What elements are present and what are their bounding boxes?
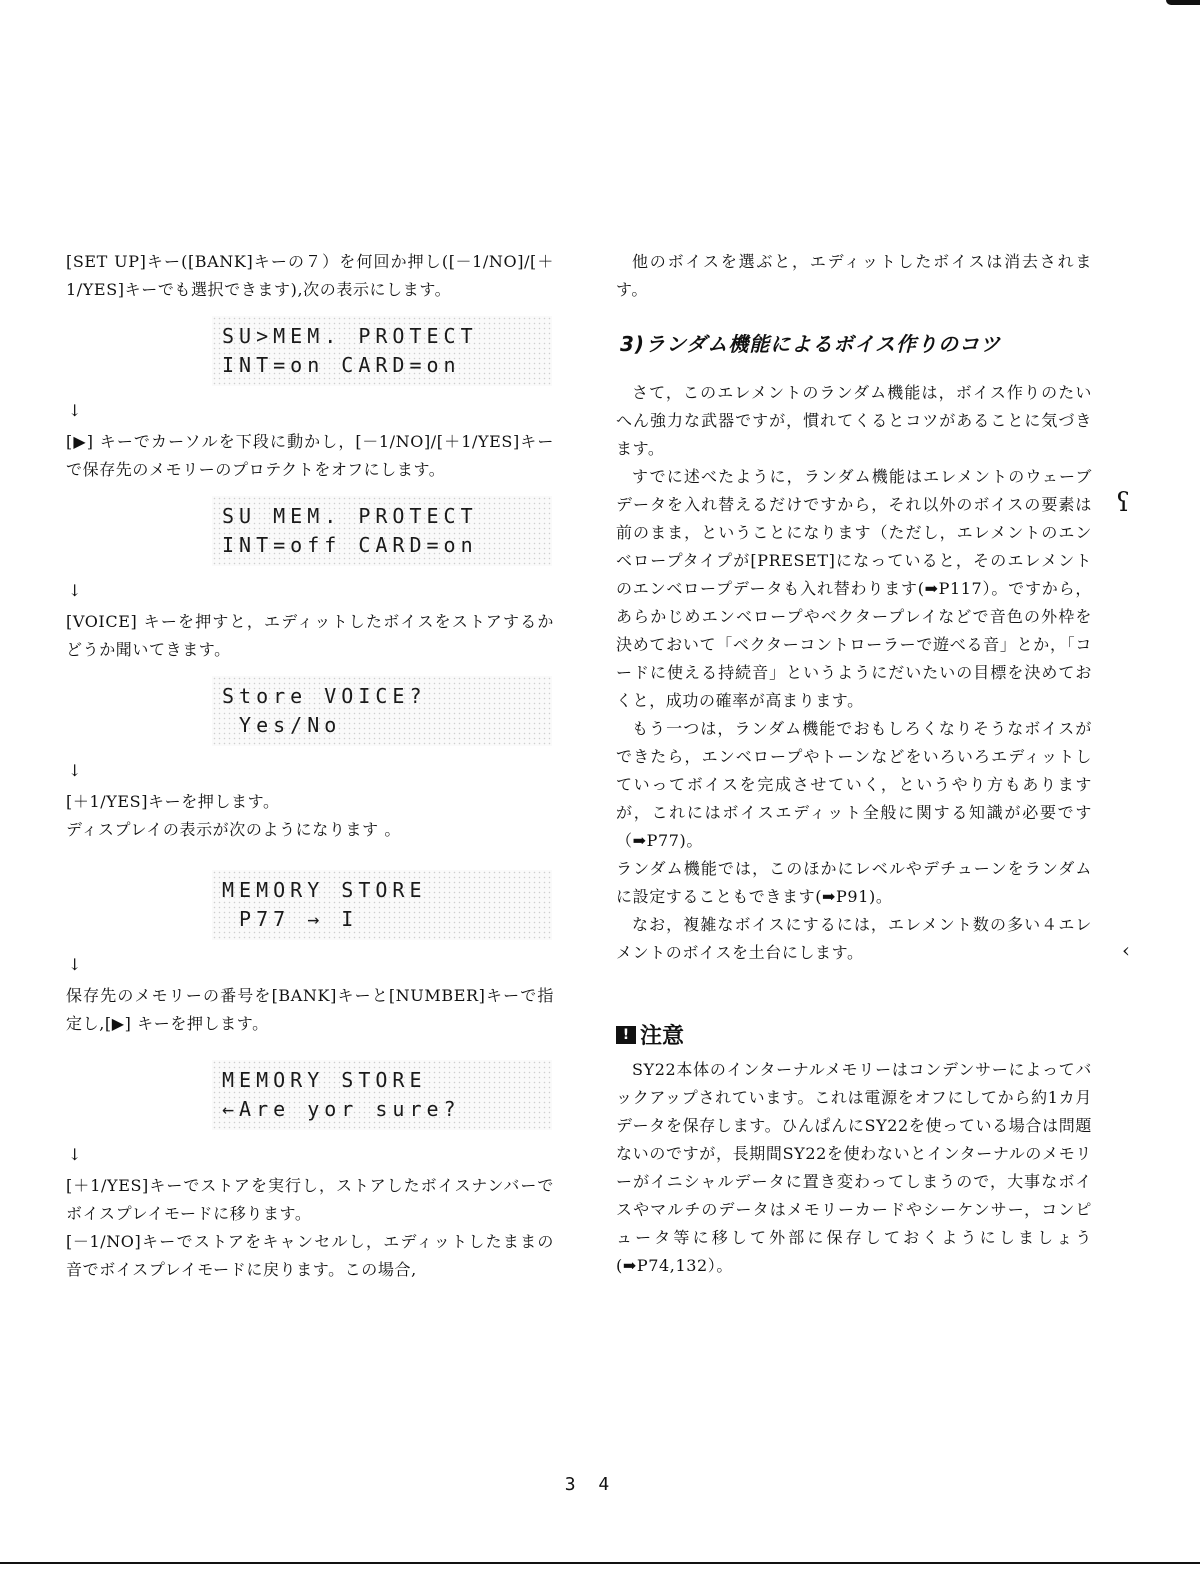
note-body: SY22本体のインターナルメモリーはコンデンサーによってバックアップされています。これは電源をオフにしてから約1カ月 データを保存します。ひんぱんにSY22を使っている場合は問題ないのですが，長期間SY22を使わないとインターナルのメモリーがイニシャルデータに置き変わってしまうので，大事なボイスやマルチのデータはメモリーカードやシーケンサー，コンピュータ等に移して外部に保存しておくようにしましょう(➡P74,132）。 xyxy=(616,1060,1092,1275)
lcd-display-memory-store xyxy=(212,870,552,940)
lcd-line: MEMORY STORE xyxy=(222,1068,427,1092)
lcd-line: P77 → I xyxy=(222,907,359,931)
margin-scribble-mark: ‹ xyxy=(1122,938,1130,962)
warning-icon: ! xyxy=(616,1026,636,1044)
lcd-line: MEMORY STORE xyxy=(222,878,427,902)
cursor-instruction: [▶] キーでカーソルを下段に動かし，[－1/NO]/[＋1/YES]キーで保存先のメモリーのプロテクトをオフにします。 xyxy=(66,432,554,479)
voice-key-instruction: [VOICE] キーを押すと，エディットしたボイスをストアするかどうか聞いてきます。 xyxy=(66,612,554,659)
right-column xyxy=(616,248,1092,1280)
corner-scan-mark xyxy=(1166,0,1200,5)
store-execute-text: [＋1/YES]キーでストアを実行し，ストアしたボイスナンバーでボイスプレイモードに移ります。 xyxy=(66,1176,554,1223)
lcd-line: ←Are yor sure? xyxy=(222,1097,461,1121)
lcd-line: SU MEM. PROTECT xyxy=(222,504,478,528)
note-heading xyxy=(616,1019,1092,1050)
lcd-display-protect-off xyxy=(212,496,552,566)
bottom-rule xyxy=(0,1562,1200,1564)
step-arrow: ↓ xyxy=(68,955,82,974)
random-edit-paragraph: もう一つは，ランダム機能でおもしろくなりそうなボイスができたら，エンベロープやトーンなどをいろいろエディットしていってボイスを完成させていく，というやり方もありますが，これにはボイスエディット全般に関する知識が必要です（➡P77)。 xyxy=(616,719,1092,850)
store-cancel-text: [－1/NO]キーでストアをキャンセルし，エディットしたままの音でボイスプレイモードに戻ります。この場合, xyxy=(66,1232,554,1279)
page-number: 3 4 xyxy=(564,1474,616,1495)
lcd-line: INT=off CARD=on xyxy=(222,533,478,557)
lcd-line: INT=on CARD=on xyxy=(222,353,461,377)
lcd-line: Yes/No xyxy=(222,713,342,737)
step-arrow: ↓ xyxy=(68,401,82,420)
lcd-display-store-voice xyxy=(212,676,552,746)
random-base-paragraph: なお，複雑なボイスにするには，エレメント数の多い４エレメントのボイスを土台にします。 xyxy=(616,915,1092,962)
lcd-line: Store VOICE? xyxy=(222,684,427,708)
display-change-note: ディスプレイの表示が次のようになります 。 xyxy=(66,820,401,839)
margin-scribble-mark: ʕ xyxy=(1116,488,1130,518)
setup-instruction: [SET UP]キー([BANK]キーの７）を何回か押し([－1/NO]/[＋1/YES]キーでも選択できます),次の表示にします。 xyxy=(66,252,554,299)
memory-number-instruction: 保存先のメモリーの番号を[BANK]キーと[NUMBER]キーで指定し,[▶] キーを押します。 xyxy=(66,986,554,1033)
random-wave-paragraph: すでに述べたように，ランダム機能はエレメントのウェーブデータを入れ替えるだけですから，それ以外のボイスの要素は前のまま，ということになります（ただし，エレメントのエンベロープタイプが[PRESET]になっていると，そのエレメントのエンベロープデータも入れ替わります(➡P117）。ですから，あらかじめエンベロープやベクタープレイなどで音色の外枠を決めておいて「ベクターコントローラーで遊べる音」とか，「コードに使える持続音」というようにだいたいの目標を決めておくと，成功の確率が高まります。 xyxy=(616,467,1092,710)
random-intro-paragraph: さて，このエレメントのランダム機能は，ボイス作りのたいへん強力な武器ですが，慣れてくるとコツがあることに気づきます。 xyxy=(616,383,1092,458)
left-column xyxy=(66,248,554,1284)
step-arrow: ↓ xyxy=(68,761,82,780)
step-arrow: ↓ xyxy=(68,1145,82,1164)
erase-warning: 他のボイスを選ぶと，エディットしたボイスは消去されます。 xyxy=(616,252,1092,299)
random-level-paragraph: ランダム機能では，このほかにレベルやデチューンをランダムに設定することもできます(➡P91)。 xyxy=(616,859,1092,906)
lcd-display-confirm xyxy=(212,1060,552,1130)
section-heading: 3)ランダム機能によるボイス作りのコツ xyxy=(620,332,1002,356)
yes-key-instruction: [＋1/YES]キーを押します。 xyxy=(66,792,280,811)
note-title: 注意 xyxy=(640,1024,685,1049)
step-arrow: ↓ xyxy=(68,581,82,600)
lcd-display-protect-on xyxy=(212,316,552,386)
lcd-line: SU>MEM. PROTECT xyxy=(222,324,478,348)
